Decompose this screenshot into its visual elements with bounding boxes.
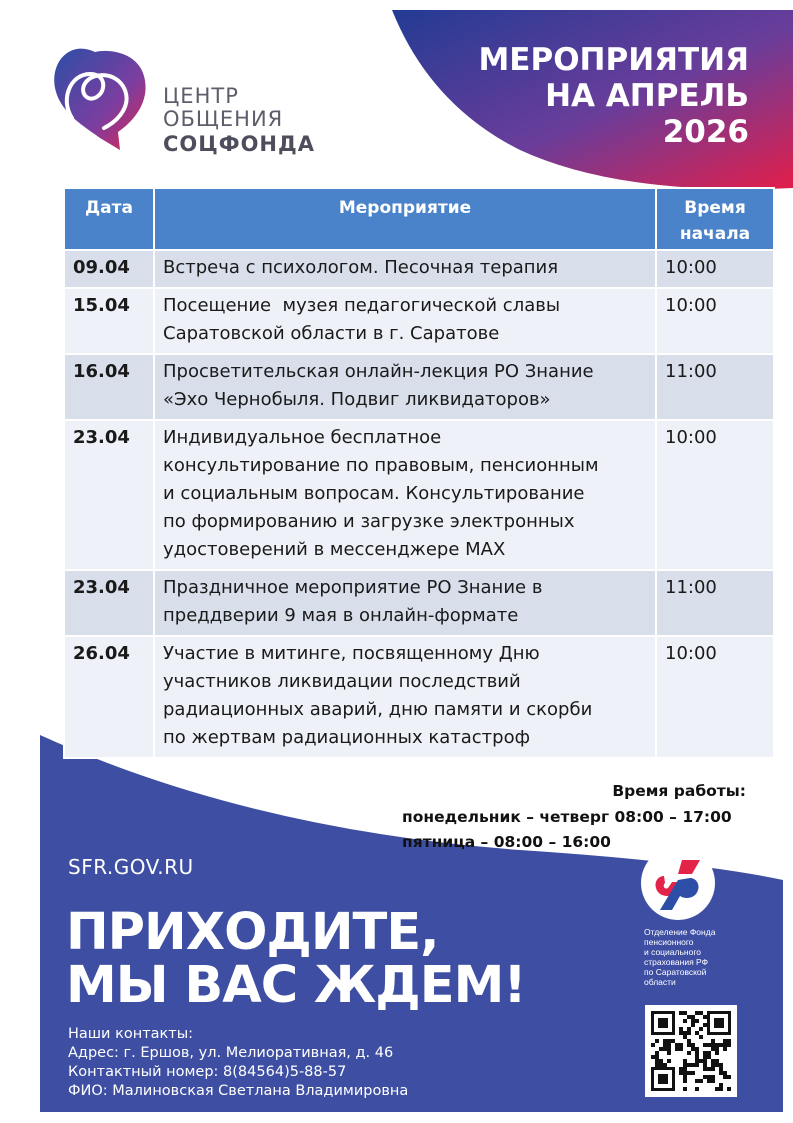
event-time: 10:00 [656, 250, 774, 288]
event-time: 10:00 [656, 636, 774, 758]
page-title-line3: 2026 [662, 114, 749, 150]
event-date: 26.04 [64, 636, 154, 758]
header-time-line2: начала [679, 224, 751, 244]
event-line: участников ликвидации последствий [163, 671, 521, 692]
contacts-title: Наши контакты: [68, 1026, 194, 1042]
hours-title: Время работы: [612, 782, 746, 800]
qr-code-icon [645, 1005, 737, 1097]
event-line: Встреча с психологом. Песочная терапия [163, 257, 559, 278]
table-row [64, 288, 774, 354]
event-date: 16.04 [64, 354, 154, 420]
sfr-caption-line: пенсионного [644, 937, 694, 947]
contacts-phone: Контактный номер: 8(84564)5-88-57 [68, 1064, 347, 1080]
page-title-line2: НА АПРЕЛЬ [545, 78, 749, 114]
event-line: удостоверений в мессенджере МАХ [163, 539, 506, 560]
event-date: 15.04 [64, 288, 154, 354]
event-description [154, 250, 656, 288]
contacts-address: Адрес: г. Ершов, ул. Мелиоративная, д. 46 [68, 1045, 394, 1061]
event-line: и социальным вопросам. Консультирование [163, 483, 585, 504]
header-time-line1: Время [684, 198, 746, 218]
event-line: радиационных аварий, дню памяти и скорби [163, 699, 593, 720]
table-row [64, 570, 774, 636]
event-line: Посещение музея педагогической славы [163, 295, 561, 316]
header-date: Дата [64, 188, 154, 250]
event-line: Участие в митинге, посвященному Дню [163, 643, 540, 664]
website-link[interactable]: SFR.GOV.RU [68, 855, 194, 879]
logo-text-line2: ОБЩЕНИЯ [163, 107, 284, 131]
event-time: 10:00 [656, 288, 774, 354]
logo-text-line1: ЦЕНТР [163, 84, 239, 108]
header-event: Мероприятие [154, 188, 656, 250]
event-line: консультирование по правовым, пенсионным [163, 455, 599, 476]
events-table [63, 187, 775, 759]
event-line: по формированию и загрузке электронных [163, 511, 575, 532]
slogan-line1: ПРИХОДИТЕ, [66, 903, 439, 962]
table-row [64, 420, 774, 570]
contacts-person: ФИО: Малиновская Светлана Владимировна [68, 1083, 409, 1099]
event-time: 11:00 [656, 570, 774, 636]
event-line: Индивидуальное бесплатное [163, 427, 442, 448]
sfr-logo-icon [638, 844, 718, 922]
event-description [154, 420, 656, 570]
event-description [154, 636, 656, 758]
table-header-row [64, 188, 774, 250]
table-row [64, 636, 774, 758]
hours-line1: понедельник – четверг 08:00 – 17:00 [402, 808, 732, 826]
sfr-caption-line: Отделение Фонда [644, 927, 716, 937]
event-time: 10:00 [656, 420, 774, 570]
table-row [64, 354, 774, 420]
sfr-caption-line: страхования РФ [644, 957, 709, 967]
event-description [154, 288, 656, 354]
sfr-caption-line: области [644, 977, 676, 987]
event-line: Праздничное мероприятие РО Знание в [163, 577, 543, 598]
sfr-caption-line: и социального [644, 947, 701, 957]
table-row [64, 250, 774, 288]
event-description [154, 570, 656, 636]
event-line: Просветительская онлайн-лекция РО Знание [163, 361, 594, 382]
event-date: 23.04 [64, 570, 154, 636]
event-time: 11:00 [656, 354, 774, 420]
event-date: 23.04 [64, 420, 154, 570]
page-title-line1: МЕРОПРИЯТИЯ [478, 42, 749, 78]
event-line: преддверии 9 мая в онлайн-формате [163, 605, 519, 626]
event-line: «Эхо Чернобыля. Подвиг ликвидаторов» [163, 389, 551, 410]
event-line: Саратовской области в г. Саратове [163, 323, 500, 344]
slogan-line2: МЫ ВАС ЖДЕМ! [66, 956, 526, 1015]
logo-text-line3: СОЦФОНДА [163, 132, 315, 156]
event-line: по жертвам радиационных катастроф [163, 727, 530, 748]
hours-line2: пятница – 08:00 – 16:00 [402, 833, 611, 851]
event-description [154, 354, 656, 420]
sfr-caption-line: по Саратовской [644, 967, 707, 977]
event-date: 09.04 [64, 250, 154, 288]
header-time [656, 188, 774, 250]
